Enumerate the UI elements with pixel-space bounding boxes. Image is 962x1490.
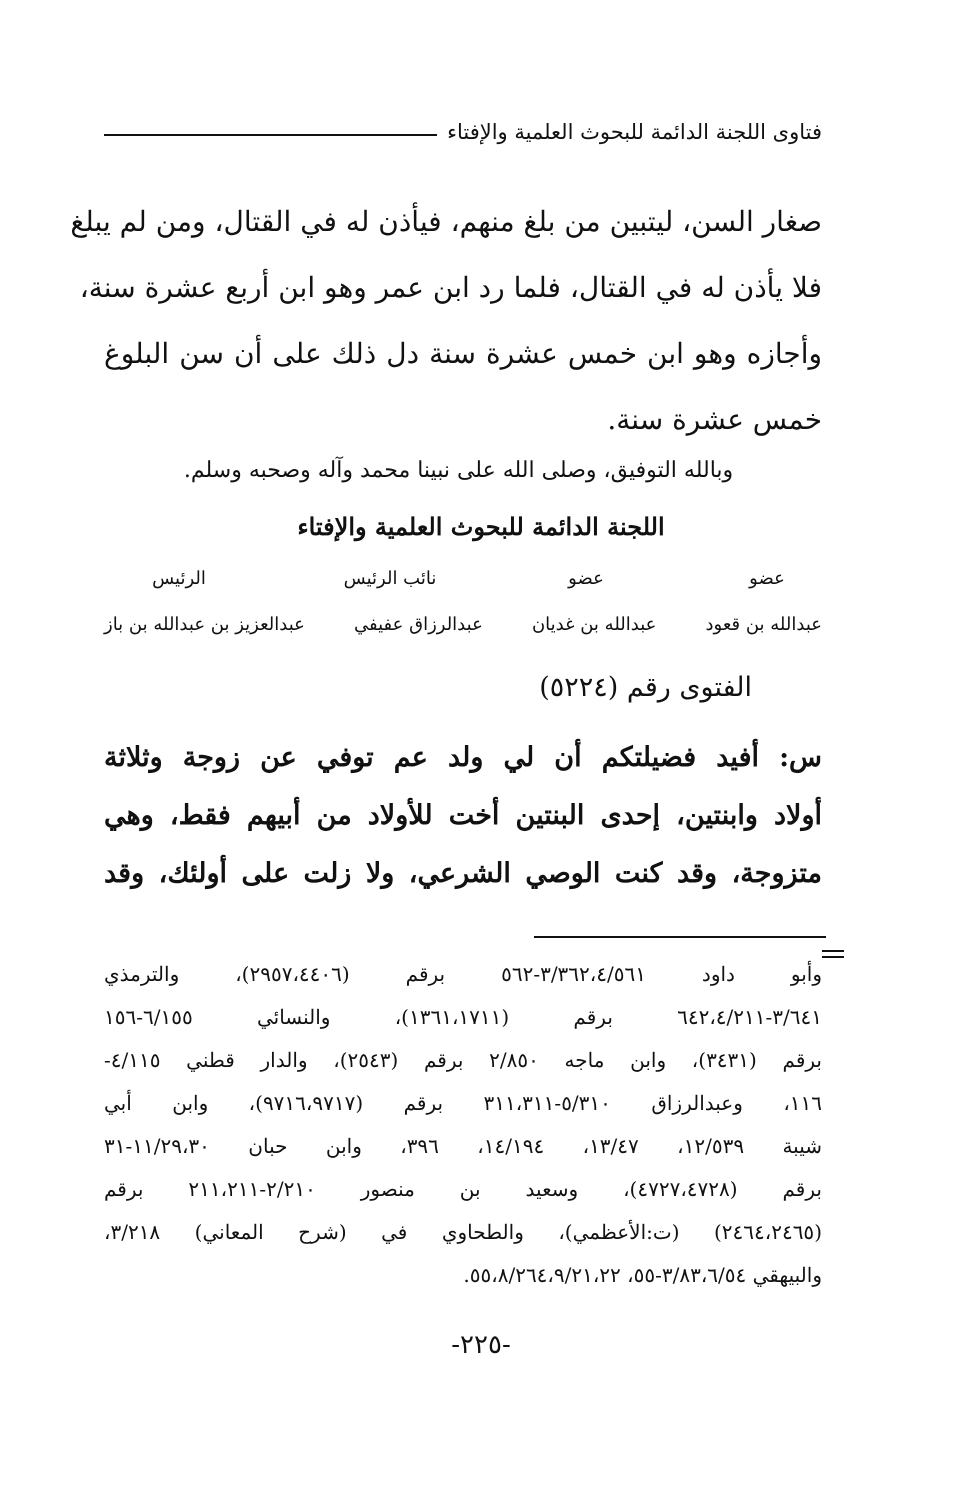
running-title: فتاوى اللجنة الدائمة للبحوث العلمية والإفتاء bbox=[447, 120, 822, 144]
signatory-name: عبدالعزيز بن عبدالله بن باز bbox=[104, 614, 305, 635]
footnote-line: برقم (٤٧٢٧،٤٧٢٨)، وسعيد بن منصور ٢/٢١٠-٢١١،٢١١ برقم bbox=[104, 1177, 822, 1201]
signatory-role: نائب الرئيس bbox=[343, 568, 437, 589]
signatory-name: عبدالله بن قعود bbox=[705, 614, 822, 635]
footnote-continuation-mark bbox=[822, 950, 844, 960]
signatory-role: عضو bbox=[749, 568, 785, 589]
signatory-name: عبدالرزاق عفيفي bbox=[354, 614, 483, 635]
signatory-roles bbox=[104, 568, 822, 589]
body-line: وأجازه وهو ابن خمس عشرة سنة دل ذلك على أن سن البلوغ bbox=[104, 337, 822, 370]
footnote-line: برقم (٣٤٣١)، وابن ماجه ٢/٨٥٠ برقم (٢٥٤٣)، والدار قطني ٤/١١٥- bbox=[104, 1048, 822, 1072]
fatwa-number: الفتوى رقم (٥٢٢٤) bbox=[539, 672, 752, 703]
body-line: صغار السن، ليتبين من بلغ منهم، فيأذن له في القتال، ومن لم يبلغ bbox=[70, 205, 822, 238]
question-line: أولاد وابنتين، إحدى البنتين أخت للأولاد من أبيهم فقط، وهي bbox=[104, 800, 822, 831]
footnote-line: شيبة ١٢/٥٣٩، ١٣/٤٧، ١٤/١٩٤، ٣٩٦، وابن حبان ١١/٢٩،٣٠-٣١ bbox=[104, 1134, 823, 1158]
footnote-separator bbox=[534, 936, 826, 938]
committee-name: اللجنة الدائمة للبحوث العلمية والإفتاء bbox=[297, 512, 665, 541]
header-rule bbox=[104, 134, 437, 136]
footnote-line: (٢٤٦٤،٢٤٦٥) (ت:الأعظمي)، والطحاوي في (شرح المعاني) ٣/٢١٨، bbox=[104, 1220, 822, 1244]
question-line: متزوجة، وقد كنت الوصي الشرعي، ولا زلت على أولئك، وقد bbox=[104, 858, 822, 889]
footnote-line: وأبو داود ٣/٣٦٢،٤/٥٦١-٥٦٢ برقم (٢٩٥٧،٤٤٠٦)، والترمذي bbox=[104, 962, 823, 986]
signatory-role: عضو bbox=[568, 568, 604, 589]
footnote-line: والبيهقي ٣/٨٣،٦/٥٤-٥٥، ٥٥،٨/٢٦٤،٩/٢١،٢٢. bbox=[463, 1263, 822, 1287]
body-line: خمس عشرة سنة. bbox=[607, 403, 822, 436]
page-number: -٢٢٥- bbox=[451, 1330, 511, 1360]
question-line: س: أفيد فضيلتكم أن لي ولد عم توفي عن زوجة وثلاثة bbox=[104, 742, 822, 773]
footnote-line: ٣/٦٤١-٦٤٢،٤/٢١١ برقم (١٣٦١،١٧١١)، والنسائي ٦/١٥٥-١٥٦ bbox=[104, 1005, 822, 1029]
signatory-names bbox=[104, 614, 822, 635]
running-header bbox=[104, 112, 822, 152]
closing-line: وبالله التوفيق، وصلى الله على نبينا محمد وآله وصحبه وسلم. bbox=[183, 458, 734, 483]
signatory-role: الرئيس bbox=[152, 568, 206, 589]
footnote-line: ١١٦، وعبدالرزاق ٥/٣١٠-٣١١،٣١١ برقم (٩٧١٦،٩٧١٧)، وابن أبي bbox=[104, 1091, 823, 1115]
signatory-name: عبدالله بن غديان bbox=[531, 614, 657, 635]
body-line: فلا يأذن له في القتال، فلما رد ابن عمر وهو ابن أربع عشرة سنة، bbox=[79, 271, 822, 304]
